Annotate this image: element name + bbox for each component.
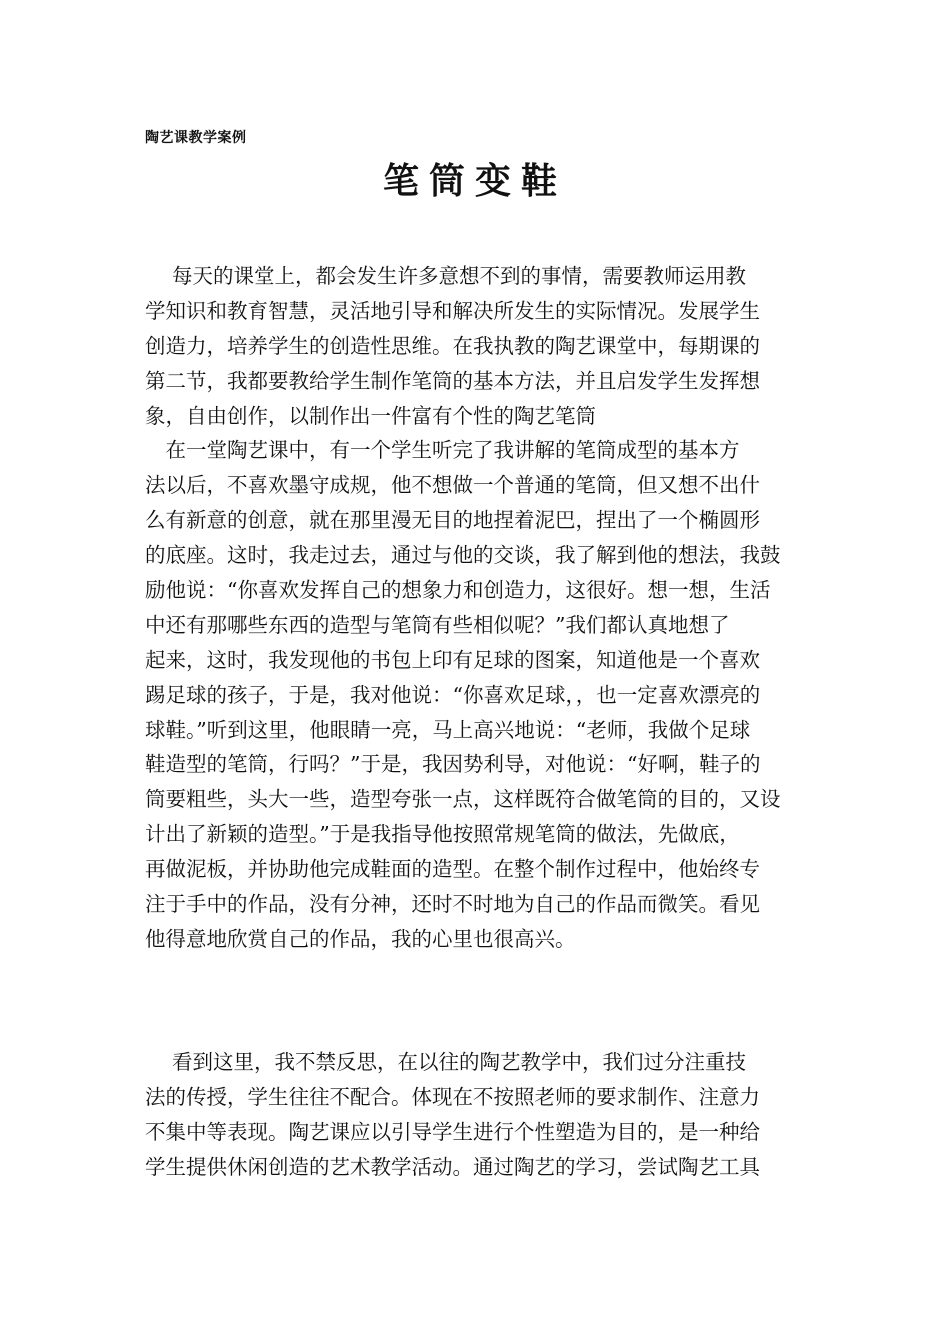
text-line: 中还有那哪些东西的造型与笔筒有些相似呢？”我们都认真地想了 bbox=[145, 612, 730, 637]
body-text-block bbox=[145, 259, 810, 957]
text-line: 起来，这时，我发现他的书包上印有足球的图案，知道他是一个喜欢 bbox=[145, 647, 760, 672]
text-line: 么有新意的创意，就在那里漫无目的地捏着泥巴，捏出了一个椭圆形 bbox=[145, 508, 760, 533]
text-line: 象，自由创作，以制作出一件富有个性的陶艺笔筒 bbox=[145, 403, 596, 428]
paragraph-1 bbox=[145, 259, 810, 433]
text-line: 踢足球的孩子，于是，我对他说：“你喜欢足球，，也一定喜欢漂亮的 bbox=[145, 682, 761, 707]
text-line: 看到这里，我不禁反思，在以往的陶艺教学中，我们过分注重技 bbox=[145, 1050, 747, 1074]
text-line: 励他说：“你喜欢发挥自己的想象力和创造力，这很好。想一想，生活 bbox=[145, 578, 771, 603]
text-line: 注于手中的作品，没有分神，还时不时地为自己的作品而微笑。看见 bbox=[145, 892, 760, 917]
text-line: 的底座。这时，我走过去，通过与他的交谈，我了解到他的想法，我鼓 bbox=[145, 543, 781, 568]
text-line: 在一堂陶艺课中，有一个学生听完了我讲解的笔筒成型的基本方 bbox=[145, 438, 740, 463]
paragraph-2 bbox=[145, 433, 810, 956]
text-line: 创造力，培养学生的创造性思维。在我执教的陶艺课堂中，每期课的 bbox=[145, 333, 760, 358]
text-line: 计出了新颖的造型。”于是我指导他按照常规笔筒的做法，先做底， bbox=[145, 822, 740, 847]
text-line: 学知识和教育智慧，灵活地引导和解决所发生的实际情况。发展学生 bbox=[145, 298, 760, 323]
body-text-block bbox=[145, 1045, 810, 1185]
text-line: 第二节，我都要教给学生制作笔筒的基本方法，并且启发学生发挥想 bbox=[145, 368, 760, 393]
text-line: 每天的课堂上，都会发生许多意想不到的事情，需要教师运用教 bbox=[145, 264, 747, 288]
text-line: 球鞋。”听到这里，他眼睛一亮，马上高兴地说：“老师，我做个足球 bbox=[145, 717, 751, 742]
document-label: 陶艺课教学案例 bbox=[145, 130, 247, 146]
paragraph-3 bbox=[145, 1045, 810, 1185]
text-line: 再做泥板，并协助他完成鞋面的造型。在整个制作过程中，他始终专 bbox=[145, 857, 760, 882]
text-line: 他得意地欣赏自己的作品，我的心里也很高兴。 bbox=[145, 926, 576, 951]
text-line: 法以后，不喜欢墨守成规，他不想做一个普通的笔筒，但又想不出什 bbox=[145, 473, 760, 498]
document-title: 笔筒变鞋 bbox=[382, 161, 567, 202]
text-line: 学生提供休闲创造的艺术教学活动。通过陶艺的学习，尝试陶艺工具 bbox=[145, 1154, 760, 1179]
text-line: 不集中等表现。陶艺课应以引导学生进行个性塑造为目的，是一种给 bbox=[145, 1119, 760, 1144]
text-line: 鞋造型的笔筒，行吗？”于是，我因势利导，对他说：“好啊，鞋子的 bbox=[145, 752, 761, 777]
text-line: 筒要粗些，头大一些，造型夸张一点，这样既符合做笔筒的目的，又设 bbox=[145, 787, 781, 812]
text-line: 法的传授，学生往往不配合。体现在不按照老师的要求制作、注意力 bbox=[145, 1084, 760, 1109]
